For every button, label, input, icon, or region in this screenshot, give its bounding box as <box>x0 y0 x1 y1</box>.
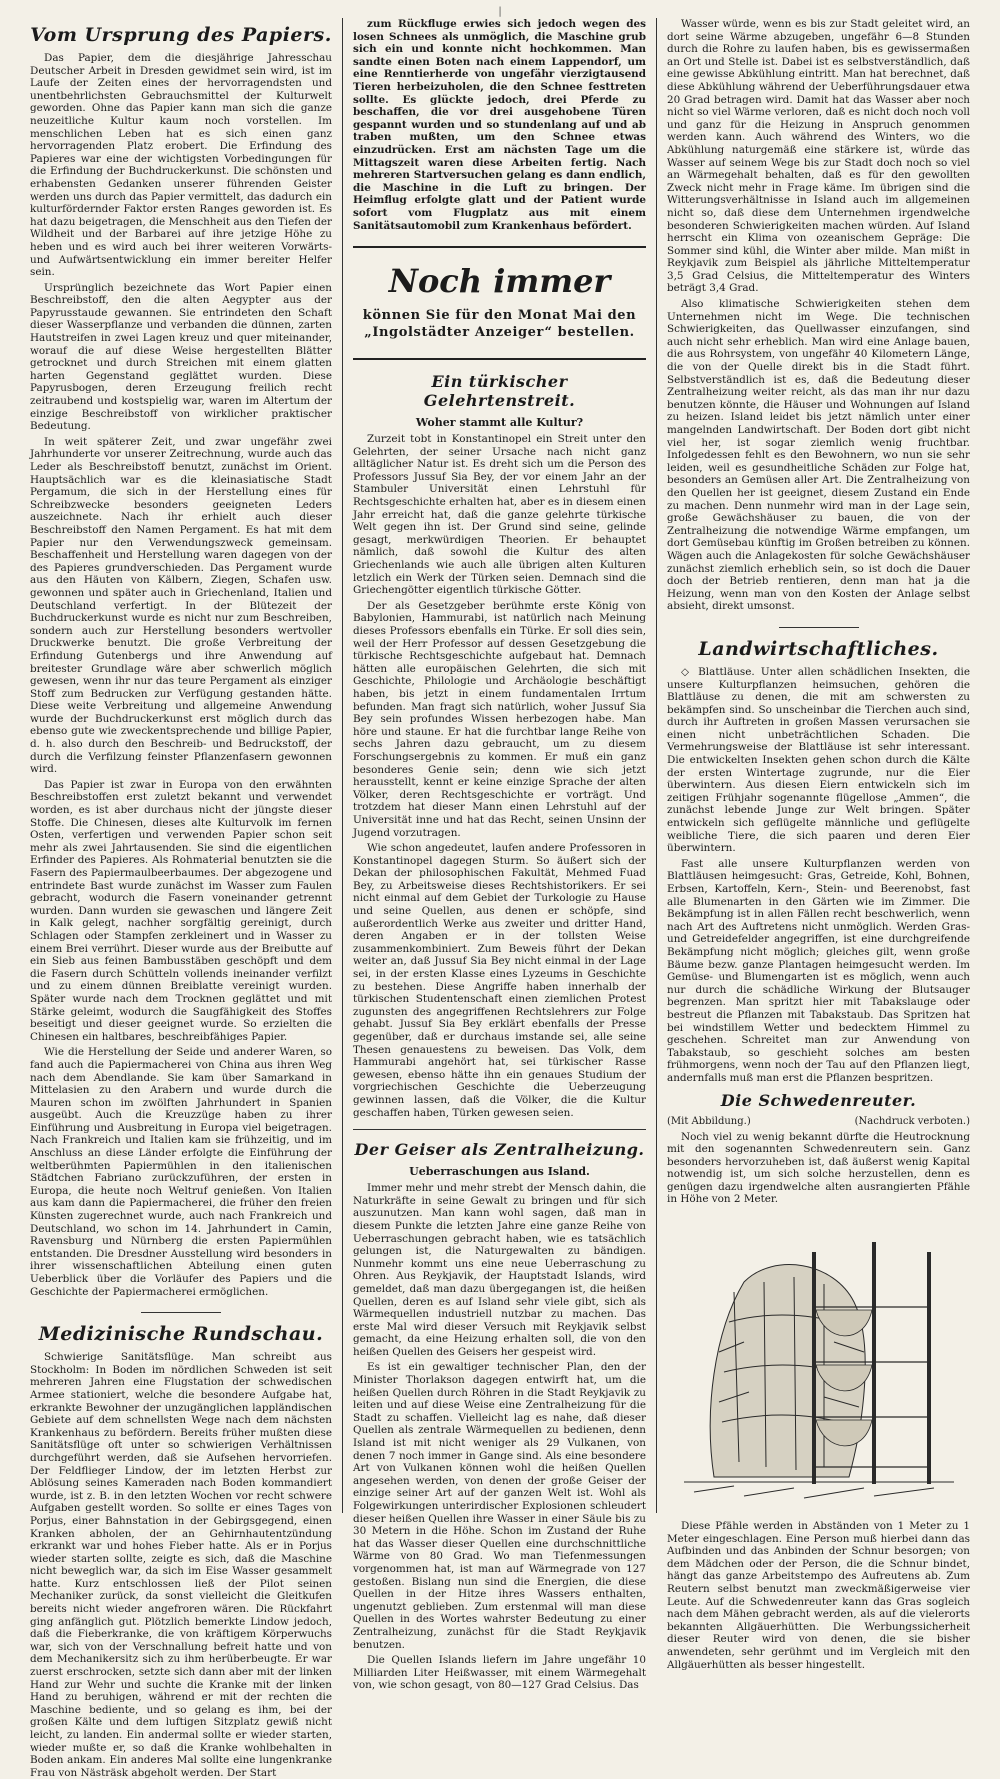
paragraph: Wasser würde, wenn es bis zur Stadt geleitet wird, an dort seine Wärme abzugeben, ungefähr 6—8 Stunden durch die Rohre zu laufen haben, bis es gewissermaßen an Ort und Stelle ist. Dabei ist es selbstverständlich, daß eine gewisse Abkühlung eintritt. Man hat berechnet, daß diese Abkühlung während der Ueberführungsdauer etwa 20 Grad betragen wird. Damit hat das Wasser aber noch nicht so viel Wärme verloren, daß es nicht doch noch voll und ganz für die Heizung in Anspruch genommen werden kann. Auch während des Winters, wo die Abkühlung naturgemäß eine stärkere ist, würde das Wasser auf seinem Wege bis zur Stadt doch noch so viel an Wärmegehalt behalten, daß es für den gewollten Zweck nicht mehr in Frage käme. Im übrigen sind die Witterungsverhältnisse in Island auch im allgemeinen nicht so, daß diese dem Unternehmen irgendwelche besonderen Schwierigkeiten machen würden. Auf Island herrscht ein Klima von ozeanischem Gepräge: Die Sommer sind kühl, die Winter aber milde. Man mißt in Reykjavik zum Beispiel als jährliche Mitteltemperatur 3,5 Grad Celsius, die Mitteltemperatur des Winters beträgt 3,4 Grad. <box>667 18 970 295</box>
paragraph: Ursprünglich bezeichnete das Wort Papier einen Beschreibstoff, den die alten Aegypter aus der Papyrusstaude gewannen. Sie entrindeten den Schaft dieser Wasserpflanze und verbanden die dünnen, zarten Hautstreifen in zwei Lagen kreuz und quer miteinander, worauf die auf diese Weise hergestellten Blätter getrocknet und durch Streichen mit einem glatten harten Gegenstand geglättet wurden. Diese Papyrusbogen, deren Erzeugung freilich recht zeitraubend und kostspielig war, waren im Altertum der einzige Beschreibstoff von wirklicher praktischer Bedeutung. <box>30 281 332 433</box>
article-subtitle-turkish: Woher stammt alle Kultur? <box>415 416 584 430</box>
paragraph: Die Quellen Islands liefern im Jahre ungefähr 10 Milliarden Liter Heißwasser, mit einem Wärmegehalt von, wie schon gesagt, von 80—127 Grad Celsius. Das <box>353 1654 646 1692</box>
article-title-geyser: Der Geiser als Zentralheizung. <box>354 1140 645 1160</box>
article-title-turkish: Ein türkischer Gelehrtenstreit. <box>423 372 576 411</box>
divider <box>779 627 859 628</box>
paragraph: Also klimatische Schwierigkeiten stehen dem Unternehmen nicht im Wege. Die technischen Schwierigkeiten, das Quellwasser einzufangen, sind auch nicht sehr erheblich. Man wird eine Anlage bauen, die aus Rohrsystem, von ungefähr 40 Kilometern Länge, die von der Quelle direkt bis in die Stadt führt. Selbstverständlich ist es, daß die Bedeutung dieser Zentralheizung weiter reicht, als das man ihr nur dazu benutzen könnte, die Häuser und Wohnungen auf Island zu heizen. Island leidet bis jetzt nämlich unter einer mangelnden Landwirtschaft. Der Boden dort gibt nicht viel her, ist sogar ziemlich wenig fruchtbar. Infolgedessen fehlt es den Bewohnern, wo nun sie sehr leiden, weil es gesundheitliche Schäden zur Folge hat, besonders an Gemüsen aller Art. Die Zentralheizung von den Quellen her ist geeignet, diesem Zustand ein Ende zu machen. Denn nunmehr wird man in der Lage sein, große Gewächshäuser zu bauen, die von der Zentralheizung die notwendige Wärme empfangen, um dort Gemüsebau künftig im Großen betreiben zu können. Wägen auch die Anlagekosten für solche Gewächshäuser zunächst ziemlich erheblich sein, so ist doch die Dauer doch der Betrieb rentieren, denn man hat ja die Heizung, wenn man von den Kosten der Anlage selbst absieht, direkt umsonst. <box>667 298 970 613</box>
paragraph: Diese Pfähle werden in Abständen von 1 Meter zu 1 Meter eingeschlagen. Eine Person muß hierbei dann das Aufbinden und das Anbinden der Schnur besorgen; von dem Mädchen oder der Person, die die Schnur bindet, hängt das ganze Arbeitstempo des Aufreutens ab. Zum Reutern selbst benutzt man zweckmäßigerweise vier Leute. Auf die Schwedenreuter kann das Gras sogleich nach dem Mähen gebracht werden, als auf die vielerorts bekannten Allgäuerhütten. Die Werbungssicherheit dieser Reuter wird von denen, die sie bisher anwendeten, sehr gerühmt und im Vergleich mit den Allgäuerhütten als besser hingestellt. <box>667 1520 970 1671</box>
promo-headline: Noch immer <box>388 262 611 301</box>
divider <box>353 1129 646 1130</box>
paragraph: Das Papier ist zwar in Europa von den erwähnten Beschreibstoffen erst zuletzt bekannt und verwendet worden, es ist aber durchaus nicht der jüngste dieser Stoffe. Die Chinesen, dieses alte Kulturvolk im fernen Osten, verfertigen und verwenden Papier schon seit mehr als zwei Jahrtausenden. Sie sind die eigentlichen Erfinder des Papieres. Als Rohmaterial benutzten sie die Fasern des Papiermaulbeerbaumes. Der abgezogene und entrindete Bast wurde zunächst im Wasser zum Faulen gebracht, wodurch die Fasern voneinander getrennt wurden. Dann wurden sie gewaschen und längere Zeit in Kalk gelegt, nachher sorgfältig gereinigt, durch Schlagen oder Stampfen zerkleinert und in Wasser zu einem Brei verrührt. Dieser wurde aus der Breibutte auf ein Sieb aus feinen Bambusstäben geschöpft und dem die Fasern durch Schütteln vollends ineinander verfilzt und zu einem dünnen Breiblatte vereinigt wurden. Später wurde nach dem Trocknen geglättet und mit Stärke geleimt, wodurch die Saugfähigkeit des Stoffes beseitigt und dieser geeignet wurde. So erzielten die Chinesen ein haltbares, beschreibfähiges Papier. <box>30 778 332 1043</box>
article-title-hay-rack: Die Schwedenreuter. <box>720 1090 917 1110</box>
article-title-medical: Medizinische Rundschau. <box>38 1323 324 1346</box>
paragraph: Zurzeit tobt in Konstantinopel ein Streit unter den Gelehrten, der seiner Ursache nach nicht ganz alltäglicher Natur ist. Es dreht sich um die Person des Professors Jussuf Sia Bey, der vor einem Jahr an der Stambuler Universität einen Lehrstuhl für Rechtsgeschichte erhalten hat, aber es in diesem einen Jahr erreicht hat, daß die ganze gelehrte türkische Welt gegen ihn ist. Der Grund sind seine, gelinde gesagt, merkwürdigen Theorien. Er behauptet nämlich, daß sowohl die Kultur des alten Griechenlands wie auch alle übrigen alten Kulturen letzlich ein Werk der Türken seien. Demnach sind die Griechengötter eigentlich türkische Götter. <box>353 433 646 597</box>
paragraph: Fast alle unsere Kulturpflanzen werden von Blattläusen heimgesucht: Gras, Getreide, Kohl, Bohnen, Erbsen, Kartoffeln, Kern-, Stein- und Beerenobst, fast alle Blumenarten in den Gärten wie im Zimmer. Die Bekämpfung ist in allen Fällen recht beschwerlich, wenn nach Art des Auftretens nicht unmöglich. Werden Gras- und Getreidefelder angegriffen, ist eine durchgreifende Bekämpfung nicht möglich; gleiches gilt, wenn große Bäume bezw. ganze Plantagen heimgesucht werden. Im Gemüse- und Blumengarten ist es möglich, wenn auch nur durch die schädliche Wirkung der Blutsauger begrenzen. Man spritzt hier mit Tabakslauge oder bestreut die Pflanzen mit Tabakstaub. Das Spritzen hat bei windstillem Wetter und bedecktem Himmel zu geschehen. Schreitet man zur Anwendung von Tabakstaub, so geschieht solches am besten frühmorgens, wenn noch der Tau auf den Pflanzen liegt, andernfalls muß man erst die Pflanzen bespritzen. <box>667 857 970 1084</box>
article-subtitle-geyser: Ueberraschungen aus Island. <box>409 1165 590 1179</box>
divider <box>141 1312 221 1313</box>
paragraph: Es ist ein gewaltiger technischer Plan, den der Minister Thorlakson dagegen entwirft hat, um die heißen Quellen durch Röhren in die Stadt Reykjavik zu leiten und auf diese Weise eine Zentralheizung für die Stadt zu schaffen. Vielleicht lag es nahe, daß dieser Quellen als zentrale Wärmequellen zu bedienen, denn Island ist mit nicht weniger als 29 Vulkanen, von denen 7 noch immer in Gange sind. Als eine besondere Art von Vulkanen können wohl die heißen Quellen angesehen werden, von denen der große Geiser der einzige seiner Art auf der ganzen Welt ist. Wohl als Folgewirkungen unterirdischer Explosionen schleudert dieser heißen Quellen ihre Wasser in einer Säule bis zu 30 Metern in die Höhe. Schon im Zustand der Ruhe hat das Wasser dieser Quellen eine durchschnittliche Wärme von 80 Grad. Wo man Tiefenmessungen vorgenommen hat, ist man auf Wärmegrade von 127 gestoßen. Bislang nun sind die Energien, die diese Quellen in der Hitze ihres Wassers enthalten, ungenutzt geblieben. Zum erstenmal will man diese Quellen in des Wortes wahrster Bedeutung zu einer Zentralheizung, zunächst für die Stadt Reykjavik benutzen. <box>353 1361 646 1651</box>
paragraph: Immer mehr und mehr strebt der Mensch dahin, die Naturkräfte in seine Gewalt zu bringen und für sich auszunutzen. Man kann wohl sagen, daß man in diesem Punkte die letzten Jahre eine ganze Reihe von Ueberraschungen gebracht haben, wie es tatsächlich gelungen ist, die Naturgewalten zu bändigen. Nunmehr kommt uns eine neue Ueberraschung zu Ohren. Aus Reykjavik, der Hauptstadt Islands, wird gemeldet, daß man dazu übergegangen ist, die heißen Quellen, deren es auf Island sehr viele gibt, sich als Wärmequellen industriell nutzbar zu machen. Das erste Mal wird dieser Versuch mit Reykjavik selbst gemacht, da eine Heizung erhalten soll, die von den heißen Quellen des Geisers her gespeist wird. <box>353 1182 646 1358</box>
caption-row <box>667 1116 970 1127</box>
caption-right: (Nachdruck verboten.) <box>854 1115 970 1127</box>
paragraph: Das Papier, dem die diesjährige Jahresschau Deutscher Arbeit in Dresden gewidmet sein wird, ist im Laufe der Zeiten eines der hervorragendsten und unentbehrlichsten Gebrauchsmittel der Kulturwelt geworden. Ohne das Papier kann man sich die ganze neuzeitliche Kultur kaum noch vorstellen. Im menschlichen Leben hat es sich einen ganz hervorragenden Platz erobert. Die Erfindung des Papieres war eine der wichtigsten Vorbedingungen für die Erfindung der Buchdruckerkunst. Die schönsten und erhabensten Gedanken unserer führenden Geister werden uns durch das Papier vermittelt, das dadurch ein kulturfördernder Faktor ersten Ranges geworden ist. Es hat dazu beigetragen, die Menschheit aus den Tiefen der Wildheit und der Barbarei auf ihre jetzige Höhe zu heben und es wird auch bei ihrer weiteren Vorwärts- und Aufwärtsentwicklung ein immer bereiter Helfer sein. <box>30 52 332 279</box>
hay-rack-illustration <box>674 1212 964 1512</box>
top-mark: | <box>498 6 502 17</box>
column-1 <box>20 18 343 1779</box>
promo-line-2: „Ingolstädter Anzeiger“ bestellen. <box>364 325 635 341</box>
column-3 <box>657 18 980 1671</box>
columns <box>20 18 980 1779</box>
paragraph: Noch viel zu wenig bekannt dürfte die Heutrocknung mit den sogenannten Schwedenreutern sein. Ganz besonders hervorzuheben ist, daß äußerst wenig Kapital notwendig ist, um sich solche herzustellen, denn es genügen dazu irgendwelche alten ausrangierten Pfähle in Höhe von 2 Meter. <box>667 1130 970 1206</box>
promo-line-1: können Sie für den Monat Mai den <box>362 308 637 324</box>
column-2 <box>343 18 657 1692</box>
paragraph: Schwierige Sanitätsflüge. Man schreibt aus Stockholm: In Boden im nördlichen Schweden ist seit mehreren Jahren eine Flugstation der schwedischen Armee stationiert, welche die besondere Aufgabe hat, erkrankte Bewohner der unzugänglichen lappländischen Gebiete auf dem schnellsten Wege nach dem nächsten Krankenhaus zu befördern. Bereits früher mußten diese Sanitätsflüge oft unter so schwierigen Verhältnissen durchgeführt werden, daß sie Aufsehen hervorriefen. Der Feldflieger Lindow, der im letzten Herbst zur Ablösung seines Kameraden nach Boden kommandiert wurde, ist z. B. in den letzten Wochen vor recht schwere Aufgaben gestellt worden. So sollte er eines Tages von Porjus, einer Bahnstation in der Gebirgsgegend, einen Kranken abholen, der an Gehirnhautentzündung erkrankt war und hohes Fieber hatte. Als er in Porjus wieder starten sollte, zeigte es sich, daß die Maschine nicht beweglich war, da sich im Eise Wasser gesammelt hatte. Kurz entschlossen ließ der Pilot seinen Mechaniker zurück, da sonst vielleicht die Gleitkufen bereits nicht wieder angefroren wären. Die Rückfahrt ging anfänglich gut. Plötzlich bemerkte Lindow jedoch, daß die Fieberkranke, die von kräftigem Körperwuchs war, sich von der Verschnallung befreit hatte und von dem Mechanikersitz sich zu ihm herüberbeugte. Er war zuerst erschrocken, setzte sich dann aber mit der linken Hand zur Wehr und suchte die Kranke mit der linken Hand zu beruhigen, während er mit der rechten die Maschine bediente, und so gelang es ihm, bei der großen Kälte und dem luftigen Sitzplatz gewiß nicht leicht, zu landen. Ein andermal sollte er wieder starten, wieder mußte er, so daß die Kranke wohlbehalten in Boden ankam. Ein anderes Mal sollte eine lungenkranke Frau von Nästräsk abgeholt werden. Der Start <box>30 1351 332 1779</box>
subscription-promo <box>353 246 646 360</box>
paragraph: In weit späterer Zeit, und zwar ungefähr zwei Jahrhunderte vor unserer Zeitrechnung, wurde auch das Leder als Beschreibstoff benutzt, zunächst im Orient. Hauptsächlich war es die kleinasiatische Stadt Pergamum, die sich in der Herstellung eines für Schreibzwecke besonders geeigneten Leders auszeichnete. Nach ihr erhielt auch dieser Beschreibstoff den Namen Pergament. Es hat mit dem Papier nur den Verwendungszweck gemeinsam. Beschaffenheit und Herstellung waren dagegen von der des Papieres grundverschieden. Das Pergament wurde aus den Häuten von Kälbern, Ziegen, Schafen usw. gewonnen und später auch in Griechenland, Italien und Deutschland verfertigt. In der Blütezeit der Buchdruckerkunst wurde es nicht nur zum Beschreiben, sondern auch zur Herstellung besonders wertvoller Druckwerke benutzt. Die große Verbreitung der Erfindung Gutenbergs und ihre Anwendung auf breitester Grundlage wäre aber schwerlich möglich gewesen, wenn ihr nur das teure Pergament als einziger Stoff zum Bedrucken zur Verfügung gestanden hätte. Diese weite Verbreitung und allgemeine Anwendung wurde der Buchdruckerkunst erst möglich durch das ebenso gute wie zweckentsprechende und billige Papier, d. h. also durch den Beschreib- und Bedruckstoff, der durch die Verfilzung feinster Pflanzenfasern gewonnen wird. <box>30 435 332 776</box>
caption-left: (Mit Abbildung.) <box>667 1115 751 1127</box>
paragraph: Der als Gesetzgeber berühmte erste König von Babylonien, Hammurabi, ist natürlich nach Meinung dieses Professors ebenfalls ein Türke. Er soll dies sein, weil der Herr Professor auf dessen Gesetzgebung die türkische Rechtsgeschichte aufgebaut hat. Demnach hätten alle europäischen Gelehrten, die sich mit Geschichte, Philologie und Archäologie beschäftigt haben, bis jetzt in einem fundamentalen Irrtum befunden. Man fragt sich natürlich, woher Jussuf Sia Bey sein profundes Wissen herbezogen habe. Man höre und staune. Er hat die furchtbar lange Reihe von sechs Jahren dazu gebraucht, um zu diesem Forschungsergebnis zu kommen. Er muß ein ganz besonderes Genie sein; denn wie sich jetzt herausstellt, kennt er keine einzige Sprache der alten Völker, deren Rechtsgeschichte er vorträgt. Und trotzdem hat dieser Mann einen Lehrstuhl auf der Universität inne und hat das Recht, seinen Unsinn der Jugend vorzutragen. <box>353 599 646 839</box>
article-title-agriculture: Landwirtschaftliches. <box>698 637 939 660</box>
paragraph: Wie die Herstellung der Seide und anderer Waren, so fand auch die Papiermacherei von China aus ihren Weg nach dem Abendlande. Sie kam über Samarkand in Mittelasien zu den Arabern und wurde durch die Mauren schon im zwölften Jahrhundert in Spanien ausgeübt. Auch die Kreuzzüge haben zu ihrer Einführung und Ausbreitung in Europa viel beigetragen. Nach Frankreich und Italien kam sie frühzeitig, und im Anschluss an diese Länder erfolgte die Einführung der weltberühmten Papiermühlen in den italienischen Städtchen Fabriano zurückzuführen, der ersten in Europa, die heute noch Weltruf genießen. Von Italien aus kam dann die Papiermacherei, die früher den freien Künsten zugerechnet wurde, auch nach Frankreich und Deutschland, wo schon im 14. Jahrhundert in Camin, Ravensburg und Nürnberg die ersten Papiermühlen entstanden. Die Dresdner Ausstellung wird besonders in ihrer wissenschaftlichen Abteilung einen guten Ueberblick über die Vorläufer des Papiers und die Geschichte der Papiermacherei ermöglichen. <box>30 1046 332 1298</box>
paragraph: zum Rückfluge erwies sich jedoch wegen des losen Schnees als unmöglich, die Maschine grub sich ein und konnte nicht hochkommen. Man sandte einen Boten nach einem Lappendorf, um eine Renntierherde von ungefähr vierzigtausend Tieren herbeizuholen, die den Schnee festtreten sollte. Es glückte jedoch, drei Pferde zu beschaffen, die vor drei ausgehobene Türen gespannt wurden und so stundenlang auf und ab traben mußten, um den Schnee etwas einzudrücken. Erst am nächsten Tage um die Mittagszeit waren diese Arbeiten fertig. Nach mehreren Startversuchen gelang es dann endlich, die Maschine in die Luft zu bringen. Der Heimflug erfolgte glatt und der Patient wurde sofort vom Flugplatz aus mit einem Sanitätsautomobil zum Krankenhaus befördert. <box>353 18 646 232</box>
paragraph: Wie schon angedeutet, laufen andere Professoren in Konstantinopel dagegen Sturm. So äußert sich der Dekan der philosophischen Fakultät, Mehmed Fuad Bey, zu Arbeitsweise dieses Rechtshistorikers. Er sei nicht einmal auf dem Gebiet der Turkologie zu Hause und seine Quellen, aus denen er schöpfe, sind außerordentlich Werke aus zweiter und dritter Hand, deren Angaben er in der tollsten Weise zusammenkombiniert. Zum Beweis führt der Dekan weiter an, daß Jussuf Sia Bey nicht einmal in der Lage sei, in der ersten Klasse eines Lyzeums in Geschichte zu bestehen. Diese Angriffe haben innerhalb der türkischen Studentenschaft einen ziemlichen Protest zugunsten des angegriffenen Rechtslehrers zur Folge gehabt. Jussuf Sia Bey erklärt ebenfalls der Presse gegenüber, daß er durchaus imstande sei, alle seine Thesen genauestens zu beweisen. Das Volk, dem Hammurabi angehört hat, sei türkischer Rasse gewesen, ebenso hätte ihn ein genaues Studium der vorgriechischen Geschichte die Ueberzeugung gewinnen lassen, daß die Völker, die die Kultur geschaffen haben, Türken gewesen seien. <box>353 842 646 1119</box>
article-title-paper-origin: Vom Ursprung des Papiers. <box>30 24 332 46</box>
paragraph: ◇ Blattläuse. Unter allen schädlichen Insekten, die unsere Kulturpflanzen heimsuchen, gehören die Blattläuse zu denen, die mit am schwersten zu bekämpfen sind. So unscheinbar die Tierchen auch sind, durch ihr Auftreten in großen Massen verursachen sie einen nicht unbeträchtlichen Schaden. Die Vermehrungsweise der Blattläuse ist sehr interessant. Die entwickelten Insekten gehen schon durch die Kälte der ersten Wintertage zugrunde, nur die Eier überwintern. Aus diesen Eiern entwickeln sich im zeitigen Frühjahr sogenannte flügellose „Ammen“, die zunächst lebende Junge zur Welt bringen. Später entwickeln sich geflügelte männliche und geflügelte weibliche Tiere, die sich paaren und deren Eier überwintern. <box>667 665 970 855</box>
